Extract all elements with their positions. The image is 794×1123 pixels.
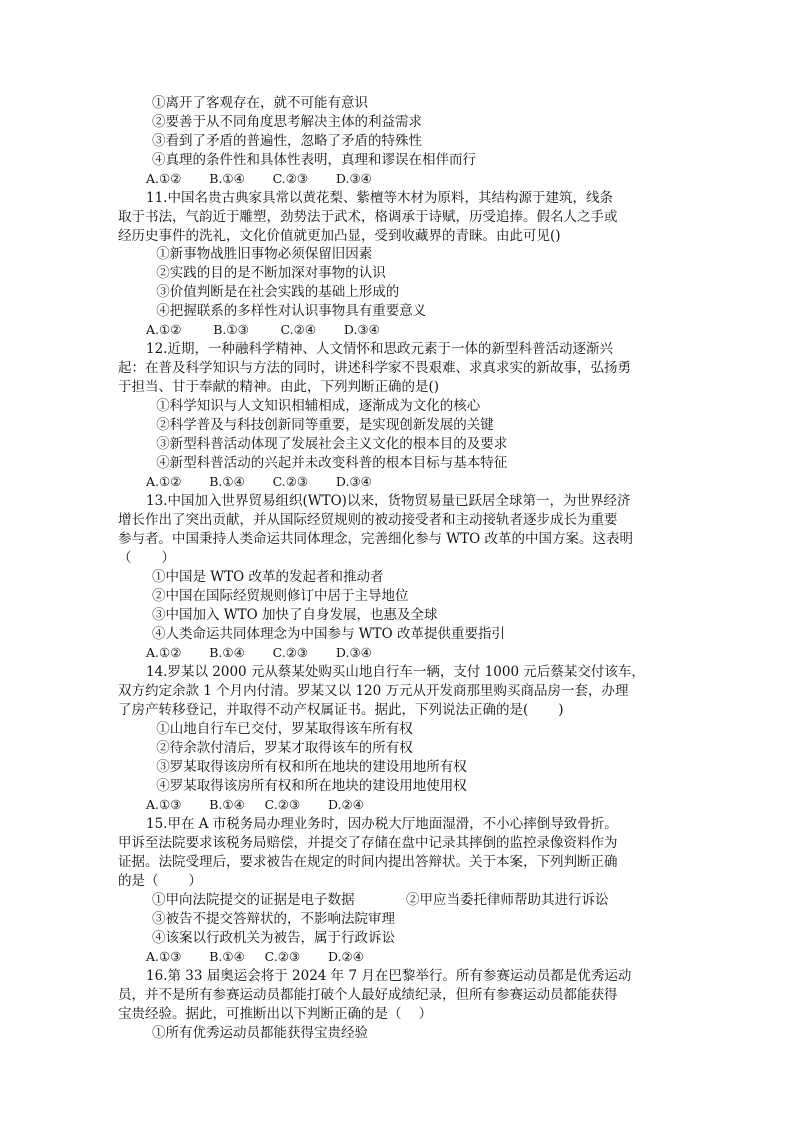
question-text-line: 甲诉至法院要求该税务局赔偿，并提交了存储在盘中记录其摔倒的监控录像资料作为 — [118, 835, 618, 851]
statement-line: ③看到了矛盾的普遍性，忽略了矛盾的特殊性 — [152, 133, 422, 149]
statement-line: ③罗某取得该房所有权和所在地块的建设用地所有权 — [152, 759, 467, 775]
answer-options: A.①② B.①④ C.②③ D.③④ — [146, 171, 372, 186]
question-text-line: 宝贵经验。据此，可推断出以下判断正确的是（ ） — [118, 1006, 433, 1022]
question-text-line: （ ） — [118, 550, 176, 566]
question-text-line: 16.第 33 届奥运会将于 2024 年 7 月在巴黎举行。所有参赛运动员都是优秀运动 — [146, 968, 632, 984]
question-text-line: 14.罗某以 2000 元从蔡某处购买山地自行车一辆，支付 1000 元后蔡某交付该车， — [146, 664, 645, 680]
statement-line: ③新型科普活动体现了发展社会主义文化的根本目的及要求 — [152, 436, 508, 452]
question-text-line: 增长作出了突出贡献，并从国际经贸规则的被动接受者和主动接轨者逐步成长为重要 — [118, 512, 618, 528]
answer-options: A.①③ B.①④ C.②③ D.②④ — [146, 797, 364, 812]
answer-options: A.①② B.①④ C.②③ D.③④ — [146, 474, 372, 489]
question-text-line: 参与者。中国秉持人类命运共同体理念，完善细化参与 WTO 改革的中国方案。这表明 — [118, 531, 634, 547]
statement-line: ④新型科普活动的兴起并未改变科普的根本目标与基本特征 — [152, 455, 508, 471]
question-text-line: 13.中国加入世界贸易组织(WTO)以来，货物贸易量已跃居全球第一，为世界经济 — [146, 493, 631, 509]
statement-line: ①甲向法院提交的证据是电子数据 ②甲应当委托律师帮助其进行诉讼 — [152, 892, 609, 908]
statement-line: ③价值判断是在社会实践的基础上形成的 — [152, 284, 400, 300]
statement-line: ②待余款付清后，罗某才取得该车的所有权 — [152, 740, 413, 756]
statement-line: ④把握联系的多样性对认识事物具有重要意义 — [152, 303, 427, 319]
statement-line: ③中国加入 WTO 加快了自身发展，也惠及全球 — [152, 607, 438, 623]
question-text-line: 起：在普及科学知识与方法的同时，讲述科学家不畏艰难、求真求实的新故事，弘扬勇 — [118, 360, 631, 376]
statement-line: ②科学普及与科技创新同等重要，是实现创新发展的关键 — [152, 417, 494, 433]
question-text-line: 于担当、甘于奉献的精神。由此，下列判断正确的是() — [118, 379, 440, 395]
question-text-line: 证据。法院受理后，要求被告在规定的时间内提出答辩状。关于本案，下列判断正确 — [118, 854, 618, 870]
question-text-line: 双方约定余款 1 个月内付清。罗某又以 120 万元从开发商那里购买商品房一套，办理 — [118, 683, 629, 699]
question-text-line: 经历史事件的洗礼，文化价值就更加凸显，受到收藏界的青睐。由此可见() — [118, 228, 561, 244]
statement-line: ①新事物战胜旧事物必须保留旧因素 — [152, 246, 373, 262]
statement-line: ①中国是 WTO 改革的发起者和推动者 — [152, 569, 384, 585]
statement-line: ②要善于从不同角度思考解决主体的利益需求 — [152, 114, 422, 130]
statement-line: ④人类命运共同体理念为中国参与 WTO 改革提供重要指引 — [152, 626, 506, 642]
statement-line: ①山地自行车已交付，罗某取得该车所有权 — [152, 721, 413, 737]
question-text-line: 员，并不是所有参赛运动员都能打破个人最好成绩纪录，但所有参赛运动员都能获得 — [118, 987, 618, 1003]
statement-line: ④真理的条件性和具体性表明，真理和谬误在相伴而行 — [152, 152, 476, 168]
answer-options: A.①② B.①③ C.②④ D.③④ — [146, 322, 380, 337]
statement-line: ④罗某取得该房所有权和所在地块的建设用地使用权 — [152, 778, 467, 794]
question-text-line: 取于书法，气韵近于雕塑，劲势法于武术，格调承于诗赋，历受追捧。假名人之手或 — [118, 209, 618, 225]
answer-options: A.①② B.①④ C.②③ D.③④ — [146, 645, 372, 660]
statement-line: ①所有优秀运动员都能获得宝贵经验 — [152, 1025, 368, 1041]
answer-options: A.①③ B.①④ C.②③ D.②④ — [146, 949, 364, 964]
statement-line: ②实践的目的是不断加深对事物的认识 — [152, 265, 386, 281]
statement-line: ①离开了客观存在，就不可能有意识 — [152, 95, 368, 111]
question-text-line: 的是（ ） — [118, 873, 203, 889]
question-text-line: 了房产转移登记，并取得不动产权属证书。据此，下列说法正确的是( ) — [118, 702, 564, 718]
statement-line: ④该案以行政机关为被告，属于行政诉讼 — [152, 930, 395, 946]
statement-line: ②中国在国际经贸规则修订中居于主导地位 — [152, 588, 409, 604]
statement-line: ①科学知识与人文知识相辅相成，逐渐成为文化的核心 — [152, 398, 481, 414]
statement-line: ③被告不提交答辩状的，不影响法院审理 — [152, 911, 395, 927]
question-text-line: 11.中国名贵古典家具常以黄花梨、紫檀等木材为原料，其结构源于建筑，线条 — [146, 190, 613, 206]
question-text-line: 12.近期，一种融科学精神、人文情怀和思政元素于一体的新型科普活动逐渐兴 — [146, 341, 613, 357]
question-text-line: 15.甲在 A 市税务局办理业务时，因办税大厅地面湿滑，不小心摔倒导致骨折。 — [146, 816, 618, 832]
